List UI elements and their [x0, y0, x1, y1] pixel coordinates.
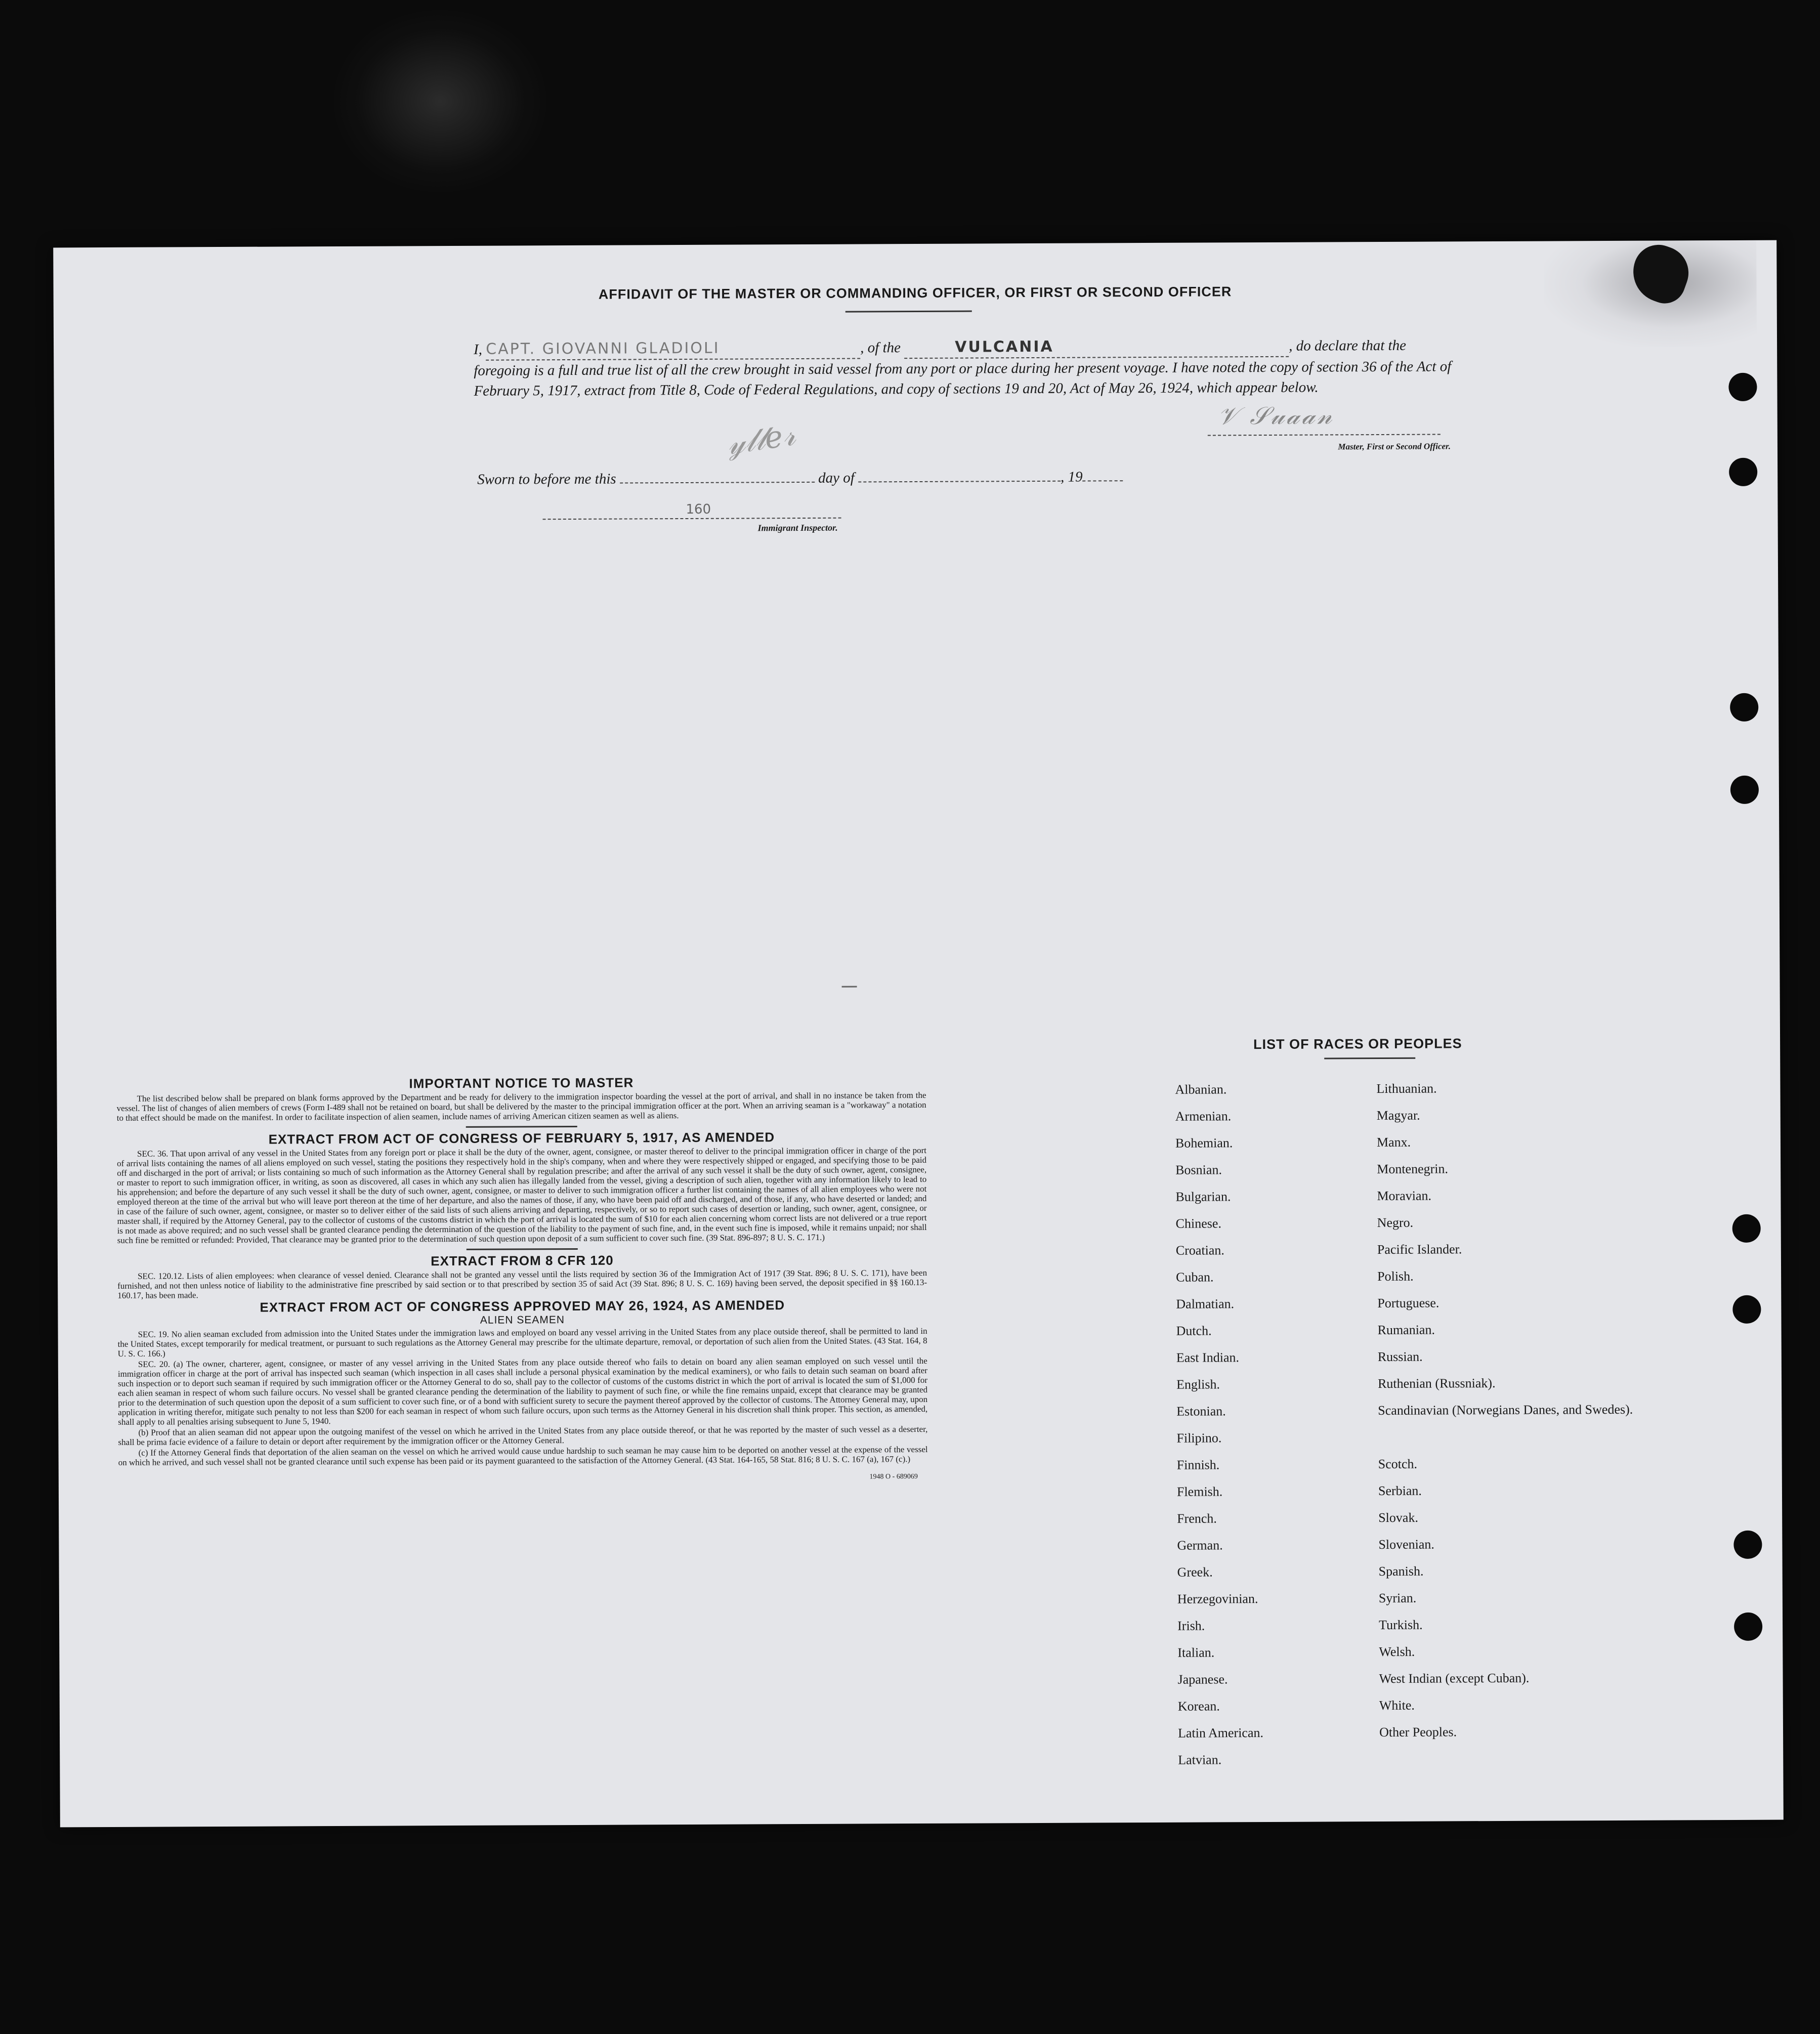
master-name-field [486, 337, 860, 360]
race-item: Bosnian. [1175, 1162, 1222, 1177]
race-item: French. [1177, 1511, 1217, 1526]
inspector-label: Immigrant Inspector. [757, 522, 838, 533]
extract-1924-title: EXTRACT FROM ACT OF CONGRESS APPROVED MAY 26, 1924, AS AMENDED [260, 1297, 785, 1315]
section-divider [466, 1126, 577, 1128]
extract-1924-sec20b: (b) Proof that an alien seaman did not appear upon the outgoing manifest of the vessel on which he arrived in the United States from any place outside thereof, or that he was reported by the master of such vessel as a deserter, shall be prima facie evidence of a failure to detain or deport after requirement by the immigration officer or the Attorney General. [118, 1424, 928, 1447]
race-item: Korean. [1177, 1699, 1220, 1714]
race-item: Lithuanian. [1376, 1081, 1437, 1096]
extract-cfr-title: EXTRACT FROM 8 CFR 120 [431, 1252, 614, 1269]
section-divider [467, 1248, 578, 1250]
race-item: Dalmatian. [1176, 1296, 1235, 1311]
race-item: Slovenian. [1378, 1537, 1434, 1552]
race-item: Syrian. [1378, 1590, 1417, 1606]
race-item: Italian. [1177, 1645, 1215, 1660]
race-item: Estonian. [1176, 1404, 1226, 1419]
affidavit-title: AFFIDAVIT OF THE MASTER OR COMMANDING OFFICER, OR FIRST OR SECOND OFFICER [598, 284, 1232, 302]
race-item: Filipino. [1176, 1430, 1222, 1446]
races-divider [1324, 1057, 1415, 1060]
extract-1917-title: EXTRACT FROM ACT OF CONGRESS OF FEBRUARY 5, 1917, AS AMENDED [268, 1129, 775, 1147]
races-column-2 [1376, 1081, 1634, 1752]
race-item: Slovak. [1378, 1510, 1418, 1525]
officer-signature-line [1208, 434, 1441, 436]
sworn-line [477, 469, 1123, 488]
notice-text: The list described below shall be prepared on blank forms approved by the Department and be ready for delivery to the immigration inspector boarding the vessel at the port of arrival, and shall in no instance be taken from the vessel. The list of changes of alien members of crews (Form I-489 shall not be retained on board, but shall be delivered by the master to the principal immigration officer at the port. When an arriving seaman is a "workaway" a notation to that effect should be made on the manifest. In order to facilitate inspection of alien seamen, include names of arriving American citizen seamen as well as aliens. [116, 1090, 926, 1123]
extract-1924-sec20c: (c) If the Attorney General finds that deportation of the alien seaman on the vessel on which he arrived would cause undue hardship to such seaman he may cause him to be deported on another vessel at the expense of the vessel on which he arrived, and such vessel shall not be granted clearance until such expense has been paid or its payment guaranteed to the satisfaction of the Attorney General. (43 Stat. 164-165, 58 Stat. 816; 8 U. S. C. 167 (a), 167 (c).) [118, 1444, 928, 1467]
race-item: Spanish. [1378, 1563, 1424, 1579]
year-label: , 19 [1060, 469, 1083, 485]
extract-1917-text: SEC. 36. That upon arrival of any vessel in the United States from any foreign port or place it shall be the duty of the owner, agent, consignee, or master thereof to deliver to the principal immigration officer in charge of the port of arrival lists containing the names of all aliens employed on such vessel, stating the positions they respectively hold in the ship's company, when and where they were respectively shipped or engaged, and specifying those to be paid off and discharged in the port of arrival; or lists containing so much of such information as the Attorney General shall by regulation prescribe; and after the arrival of any such vessel it shall be the duty of such owner, agent, consignee, or master to report to such immigration officer, in writing, as soon as discovered, all cases in which any such alien has illegally landed from the vessel, giving a description of such alien, together with any information likely to lead to his apprehension; and before the departure of any such vessel it shall be the duty of such owner, agent, consignee, or master to deliver to such immigration officer a further list containing the names of all alien employees who were not employed thereon at the time of the arrival but who will leave port thereon at the time of her departure, and also the names of those, if any, who have been paid off and discharged, and of those, if any, who have deserted or landed; and in case of the failure of such owner, agent, consignee, or master so to deliver either of the said lists of such aliens arriving and departing, respectively, or so to report such cases of desertion or landing, such owner, agent, consignee, or master shall, if required by the Attorney General, pay to the collector of customs of the customs district in which the port of arrival is located the sum of $10 for each alien concerning whom correct lists are not delivered or a true report is not made as above required; and no such vessel shall be granted clearance pending the determination of the question of the liability to the payment of such fine, and, in the event such fine is imposed, while it remains unpaid; nor shall such fine be remitted or refunded: Provided, That clearance may be granted prior to the determination of such question upon deposit of a sum sufficient to cover such fine. (39 Stat. 896-897; 8 U. S. C. 171.) [117, 1145, 927, 1245]
officer-signature-label: Master, First or Second Officer. [1338, 441, 1451, 452]
race-item: Armenian. [1175, 1109, 1232, 1124]
race-item: English. [1176, 1377, 1220, 1392]
race-item: Moravian. [1377, 1188, 1432, 1204]
race-item: Herzegovinian. [1177, 1591, 1258, 1606]
race-item: Flemish. [1176, 1484, 1223, 1499]
punch-hole [1734, 1613, 1762, 1641]
race-item: Negro. [1377, 1215, 1414, 1231]
race-item: Japanese. [1177, 1672, 1228, 1687]
extract-1924-sec19: SEC. 19. No alien seaman excluded from admission into the United States under the immigration laws and employed on board any vessel arriving in the United States from any place outside thereof, shall be permitted to land in the United States, except temporarily for medical treatment, or pursuant to such regulations as the Attorney General may prescribe for the ultimate departure, removal, or deportation of such alien from the United States. (43 Stat. 164, 8 U. S. C. 166.) [117, 1326, 927, 1359]
races-column-1 [1175, 1082, 1263, 1780]
punch-hole [1732, 1295, 1761, 1324]
camera-glare [334, 10, 546, 192]
race-item: Montenegrin. [1377, 1161, 1449, 1177]
race-item: Greek. [1177, 1564, 1213, 1580]
race-item: Scotch. [1378, 1456, 1418, 1472]
punch-hole [1728, 373, 1757, 401]
race-item: Cuban. [1176, 1269, 1214, 1285]
punch-hole [1732, 1214, 1761, 1243]
race-item: White. [1379, 1698, 1415, 1713]
race-item: Rumanian. [1377, 1322, 1435, 1338]
print-code: 1948 O - 689069 [869, 1473, 918, 1481]
affidavit-intro: I, [474, 341, 483, 358]
race-item [1378, 1429, 1633, 1457]
extract-cfr-text: SEC. 120.12. Lists of alien employees: when clearance of vessel denied. Clearance shall not be granted any vessel until the lists required by section 36 of the Immigration Act of 1917 (39 Stat. 896; 8 U. S. C. 171), have been furnished, and not then unless notice of liability to the administrative fine prescribed by said section or to that prescribed by section 35 of said Act (39 Stat. 896; 8 U. S. C. 169) having been served, the deposit specified in §§ 160.13-160.17, has been made. [117, 1267, 927, 1300]
punch-hole [1730, 693, 1758, 722]
race-item: Bulgarian. [1175, 1189, 1231, 1204]
day-of-label: day of [818, 470, 855, 486]
inspector-signature: 𝓎𝓁𝓁𝑒𝓇 [725, 417, 798, 461]
inspector-signature-line [543, 518, 841, 520]
race-item: Manx. [1376, 1134, 1411, 1150]
sworn-label: Sworn to before me this [477, 471, 616, 488]
race-item: Dutch. [1176, 1323, 1212, 1338]
race-item: Croatian. [1175, 1243, 1224, 1258]
punch-hole [1729, 458, 1757, 486]
race-item: Turkish. [1379, 1617, 1423, 1633]
race-item: West Indian (except Cuban). [1379, 1670, 1530, 1686]
race-item: Serbian. [1378, 1483, 1422, 1499]
sworn-day-field [620, 482, 815, 484]
race-item: Russian. [1377, 1349, 1423, 1365]
title-divider [845, 311, 972, 313]
race-item: Albanian. [1175, 1082, 1227, 1097]
races-title: LIST OF RACES OR PEOPLES [1253, 1036, 1462, 1052]
race-item: Polish. [1377, 1268, 1414, 1284]
vessel-name: VULCANIA [955, 337, 1054, 356]
race-item: Scandinavian (Norwegians Danes, and Swedes). [1378, 1402, 1633, 1418]
race-item: Portuguese. [1377, 1295, 1440, 1311]
race-item: Magyar. [1376, 1108, 1420, 1123]
vessel-name-field [904, 336, 1289, 359]
extract-1924-sec20a: SEC. 20. (a) The owner, charterer, agent, consignee, or master of any vessel arriving in the United States from any place outside thereof who fails to detain on board any alien seaman employed on such vessel until the immigration officer in charge at the port of arrival has inspected such seaman (which inspection in all cases shall include a personal physical examination by the medical examiners), or who fails to detain such seaman on board after such inspection or to deport such seaman if required by such immigration officer or the Attorney General to do so, shall pay to the collector of customs of the customs district in which the port of arrival is located the sum of $1,000 for each alien seaman in respect of whom such failure occurs. No vessel shall be granted clearance pending the determination of the liability to payment of such fine, or while the fine remains unpaid, except that clearance may be granted prior to the determination of such question upon the deposit of a sum sufficient to cover such fine, or of a bond with sufficient surety to secure the payment thereof approved by the collector of customs. The Attorney General may, upon application in writing therefor, mitigate such penalty to not less than $200 for each seaman in respect of whom such failure occurs, upon such terms as the Attorney General in his discretion shall think proper. This section, as amended, shall apply to all penalties arising subsequent to June 5, 1940. [117, 1355, 928, 1427]
race-item: German. [1177, 1538, 1223, 1553]
race-item: Bohemian. [1175, 1135, 1233, 1151]
punch-hole [1733, 1531, 1762, 1559]
officer-signature: 𝒱 𝒮𝓊𝒶𝒶𝓃 [1217, 401, 1334, 431]
race-item: Other Peoples. [1379, 1724, 1457, 1740]
extract-1924-subtitle: ALIEN SEAMEN [480, 1314, 565, 1326]
race-item: Irish. [1177, 1618, 1205, 1633]
sworn-year-field [1083, 480, 1123, 481]
form-sheet [53, 240, 1784, 1828]
affidavit-text: that the foregoing is a full and true list of all the crew brought in said vessel from any port or place during her present voyage. I have noted the copy of section 36 of the Act of February 5, 1917, extract from Title 8, Code of Federal Regulations, and copy of sections 19 and 20, Act of May 26, 1924, which appear below. [474, 337, 1452, 399]
legal-notice-column [116, 1074, 928, 1485]
sworn-month-field [858, 481, 1061, 483]
stray-mark [842, 986, 857, 988]
inspector-number: 160 [686, 501, 711, 517]
race-item: Latvian. [1178, 1752, 1222, 1767]
punch-hole [1730, 776, 1759, 804]
race-item: Latin American. [1177, 1725, 1264, 1741]
race-item: East Indian. [1176, 1350, 1240, 1365]
do-declare-label: , do declare [1289, 337, 1358, 354]
race-item: Pacific Islander. [1377, 1242, 1462, 1257]
race-item: Finnish. [1176, 1457, 1220, 1472]
race-item: Ruthenian (Russniak). [1377, 1376, 1496, 1391]
race-item: Chinese. [1175, 1216, 1221, 1231]
affidavit-body [474, 335, 1461, 401]
notice-title: IMPORTANT NOTICE TO MASTER [409, 1075, 634, 1091]
master-name: CAPT. GIOVANNI GLADIOLI [486, 339, 720, 358]
race-item: Welsh. [1379, 1644, 1415, 1660]
of-the-label: , of the [860, 340, 901, 356]
